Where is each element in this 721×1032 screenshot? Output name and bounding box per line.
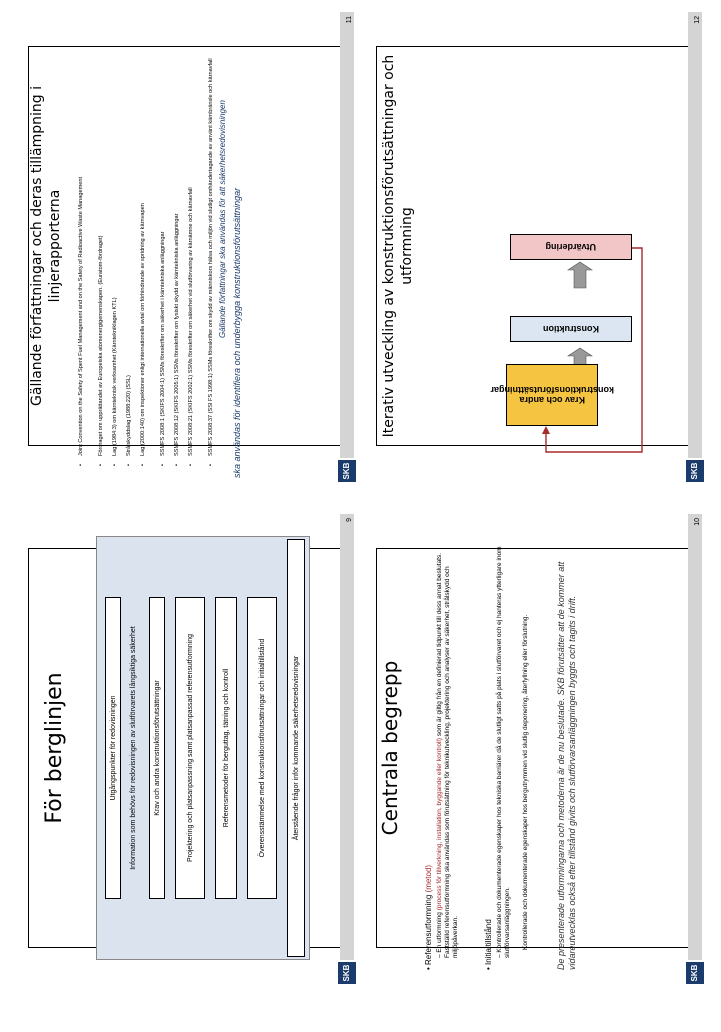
outline-item-5: Referensmetoder för berguttag, tätning och kontroll	[215, 597, 237, 899]
slide-11-footer	[340, 12, 354, 458]
slide-9-content	[12, 506, 364, 990]
slide-12-footer	[688, 12, 702, 458]
ref-item-1: • Joint Convention on the Safety of Spent Fuel Management and on the Safety of Radioactive Waste Management	[78, 176, 84, 466]
bullet-2-body-2: Kontrollerade och dokumenterade egenskaper hos bergutrymmen vid slutlig deponering, återfyllning eller förslutning.	[522, 614, 529, 950]
outline-item-7: Återstående frågor inför kommande säkerhetsredovisningar	[287, 539, 305, 957]
ref-item-2: • Fördraget om upprättandet av Europeiska atomenergigemenskapen. (Euratom-fördraget)	[98, 235, 104, 466]
bullet-1-paren: (metod)	[424, 864, 433, 893]
slide-9	[28, 518, 353, 982]
bullet-2-body: – Kontrollerade och dokumenterade egenskaper hos tekniska barriärer då de slutligt satts på plats i slutförvaret och ej hanteras ytterligare inom slutförvarsanläggningen.	[496, 546, 511, 958]
feedback-arrow-head	[542, 426, 550, 434]
utvardering-box: Utvärdering	[510, 234, 632, 260]
ref-item-3: • Lag (1984:3) om kärnteknisk verksamhet (Kärntekniklagen KTL)	[112, 297, 118, 466]
skb-logo: SKB	[686, 460, 704, 482]
outline-item-2: Information som behövs för redovisningen av slutförvarets långsiktiga säkerhet	[129, 626, 137, 870]
outline-item-6: Överensstämmelse med konstruktionsförutsättningar och initialtillstånd	[247, 597, 277, 899]
slide-11-overlay-2: ska användas för identifiera och underbygga konstruktionsförutsättningar	[232, 187, 242, 478]
slide-12	[376, 16, 701, 480]
slide-10-footer	[688, 514, 702, 960]
ref-item-6: • SSMFS 2008:1 (SKIFS 2004:1) SSMs föreskrifter om säkerhet i kärntekniska anläggningar	[160, 231, 166, 466]
slide-10	[376, 518, 701, 982]
slide-10-content	[360, 506, 712, 990]
krav-box: Krav och andra konstruktionsförutsättningar	[506, 364, 598, 426]
arrow-konstruktion-to-utvardering	[568, 262, 592, 288]
bullet-1-title: Referensutformning	[424, 894, 433, 965]
slide-11-title: Gällande författningar och deras tillämpning i linjerapporterna	[29, 86, 63, 406]
skb-logo: SKB	[338, 962, 356, 984]
ref-item-7: • SSMFS 2008:12 (SKIFS 2005:1) SSMs föreskrifter om fysiskt skydd av kärntekniska anläggningar	[174, 213, 180, 466]
outline-item-3: Krav och andra konstruktionsförutsättningar	[149, 597, 165, 899]
slide-11-overlay-1: Gällande författningar ska användas för att säkerhetsredovisningen	[218, 100, 227, 338]
bullet-1-body: – En utformning (process för tillverkning, installation, byggande eller kontroll) som är giltig från en definierad tidpunkt till dess annat beslutats. Fastställd referensutformning ska användas som förutsättning för teknikutveckling, projektering och analyser av säkerhet, strålskydd och miljöpåverkan.	[436, 552, 459, 958]
outline-item-4: Projektering och platsanpassning samt platsanpassad referensutformning	[175, 597, 205, 899]
slide-11-content	[12, 4, 364, 488]
slide-10-note: De presenterade utformningarna och metoderna är de nu beslutade. SKB förutsätter att de kommer att vidareutvecklas också efter tillstånd givits och slutförvarsanläggningen byggts och tagits i drift.	[556, 561, 577, 970]
slide-9-outline-box	[96, 536, 310, 960]
ref-item-8: • SSMFS 2008:21 (SKIFS 2002:1) SSMs föreskrifter om säkerhet vid slutförvaring av kärnämne och kärnavfall	[188, 187, 194, 466]
bullet-2-title: Initialtillstånd	[484, 919, 493, 965]
bullet-referensutformning: • Referensutformning (metod)	[424, 864, 433, 970]
outline-item-1: Utgångspunkter för redovisningen	[105, 597, 121, 899]
ref-item-9: • SSMFS 2008:37 (SSI FS 1998:1) SSMs föreskrifter om skydd av människors hälsa och miljön vid slutligt omhändertagande av använt kärnbränsle och kärnavfall	[208, 58, 214, 466]
skb-logo: SKB	[686, 962, 704, 984]
slide-9-footer	[340, 514, 354, 960]
ref-item-4: • Strålskyddslag (1988:220) (SSL)	[126, 375, 132, 466]
konstruktion-box: Konstruktion	[510, 316, 632, 342]
bullet-initialtillstand: • Initialtillstånd	[484, 919, 493, 970]
slide-11-page-number: 11	[346, 16, 353, 24]
slide-9-page-number: 9	[346, 518, 353, 522]
slide-9-title: För berglinjen	[42, 672, 67, 824]
slide-10-page-number: 10	[694, 518, 701, 526]
slide-11	[28, 16, 353, 480]
slide-12-content	[360, 4, 712, 488]
skb-logo: SKB	[338, 460, 356, 482]
slide-10-title: Centrala begrepp	[378, 660, 402, 836]
slide-12-title: Iterativ utveckling av konstruktionsförutsättningar och utformning	[381, 54, 415, 438]
ref-item-5: • Lag (2000:140) om inspektioner enligt internationella avtal om förhindrande av spridning av kärnvapen	[140, 203, 146, 466]
slide-12-page-number: 12	[694, 16, 701, 24]
